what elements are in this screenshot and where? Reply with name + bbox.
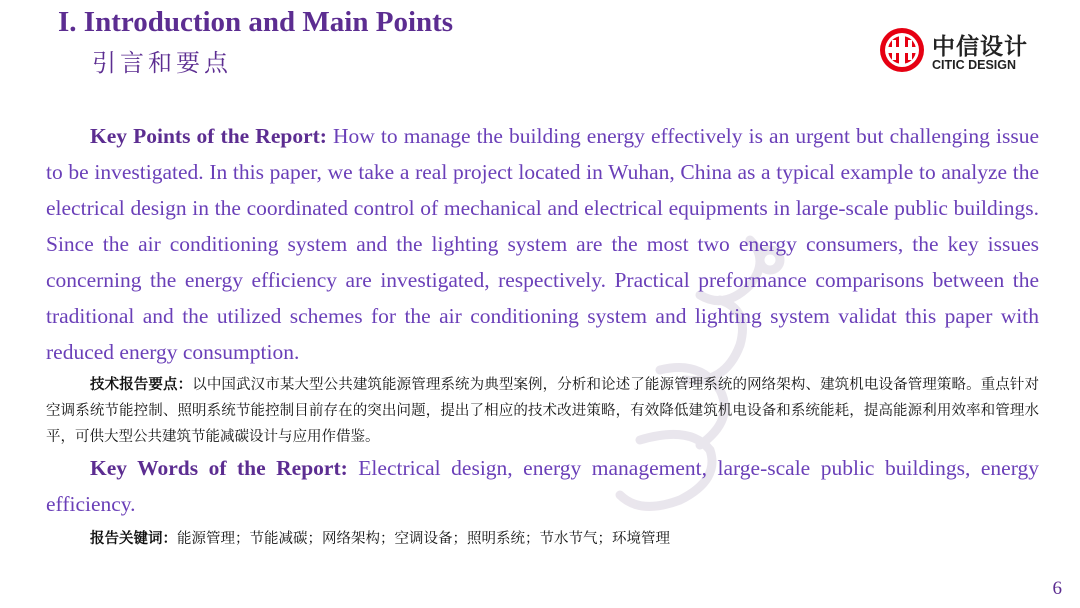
- key-points-paragraph: [46, 118, 1039, 370]
- key-points-label: Key Points of the Report:: [90, 124, 327, 148]
- page-number: 6: [1052, 578, 1062, 599]
- logo-name-en: CITIC DESIGN: [932, 58, 1017, 72]
- key-words-paragraph: [46, 450, 1039, 522]
- cn-keywords-label: 报告关键词：: [90, 531, 177, 547]
- key-words-text: Electrical design, energy management, large-scale public buildings, energy efficiency.: [46, 456, 1039, 516]
- key-points-text: How to manage the building energy effectively is an urgent but challenging issue to be investigated. In this paper, we take a real project located in Wuhan, China as a typical example to analyze the electrical design in the coordinated control of mechanical and electrical equipments in large-scale public buildings. Since the air conditioning system and the lighting system are the most two energy consumers, the key issues concerning the energy efficiency are investigated, respectively. Practical preformance comparisons between the traditional and the utilized schemes for the air conditioning system and lighting system validat this paper with reduced energy consumption.: [46, 124, 1039, 364]
- citic-logo-icon: [878, 26, 926, 74]
- key-words-label: Key Words of the Report:: [90, 456, 348, 480]
- cn-summary-label: 技术报告要点：: [90, 377, 193, 393]
- page-subtitle-cn: 引言和要点: [92, 49, 232, 77]
- logo-name-cn: 中信设计: [932, 34, 1028, 60]
- main-content: [46, 118, 1039, 552]
- citic-design-logo: [878, 26, 1043, 78]
- cn-keywords-paragraph: [90, 526, 1039, 552]
- cn-summary-text: 以中国武汉市某大型公共建筑能源管理系统为典型案例，分析和论述了能源管理系统的网络架构、建筑机电设备管理策略。重点针对空调系统节能控制、照明系统节能控制目前存在的突出问题，提出了相应的技术改进策略，有效降低建筑机电设备和系统能耗，提高能源利用效率和管理水平，可供大型公共建筑节能减碳设计与应用作借鉴。: [46, 377, 1040, 445]
- page-title: I. Introduction and Main Points: [58, 6, 454, 38]
- cn-summary-paragraph: [46, 372, 1039, 450]
- cn-keywords-text: 能源管理；节能减碳；网络架构；空调设备；照明系统；节水节气；环境管理: [177, 531, 670, 547]
